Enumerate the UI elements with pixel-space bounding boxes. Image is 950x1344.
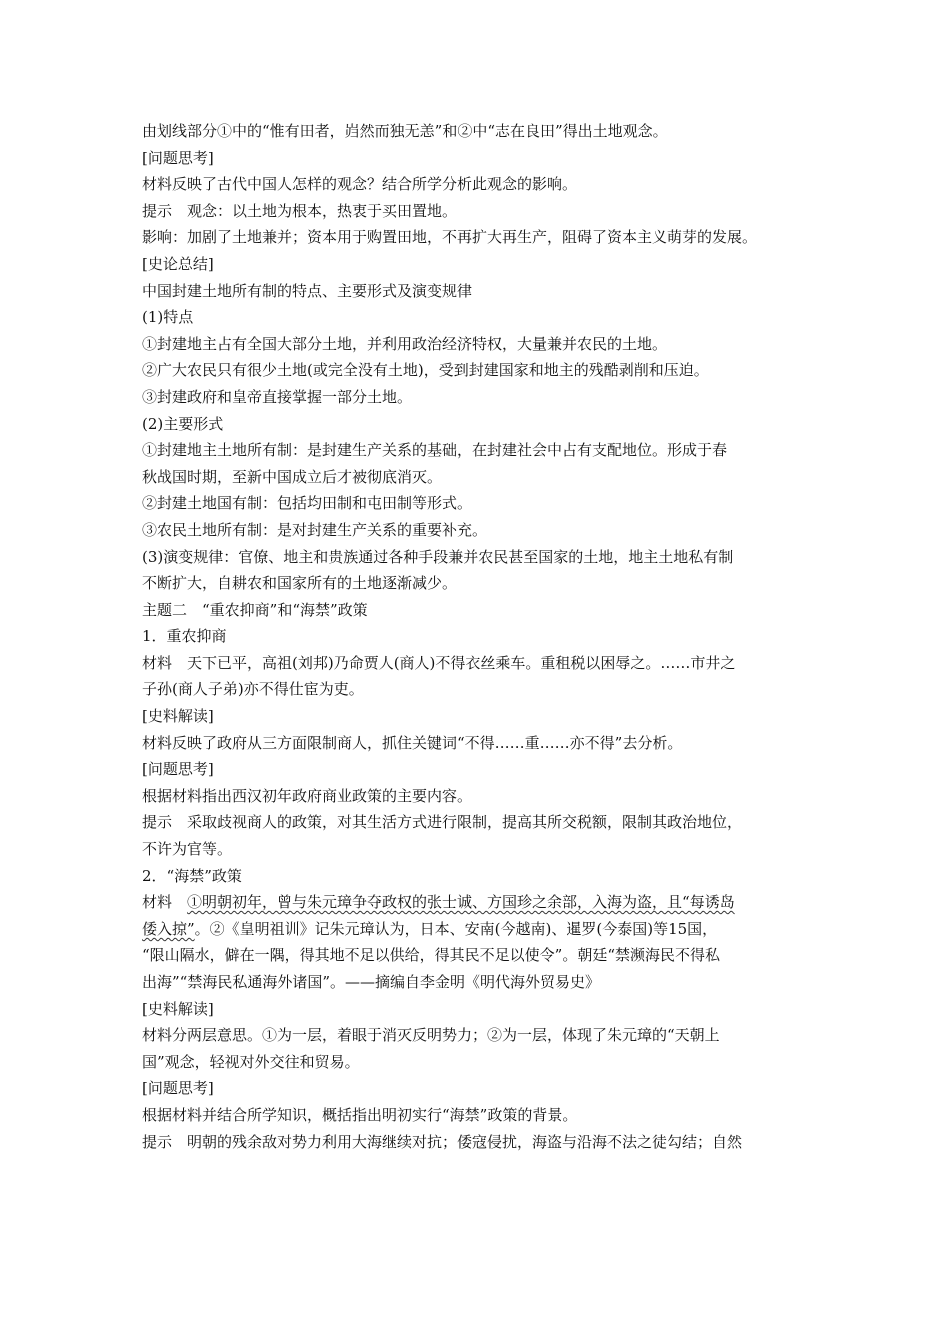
section-label-interpretation: [史料解读] <box>142 999 214 1018</box>
text-line: ②广大农民只有很少土地(或完全没有土地)，受到封建国家和地主的残酷剥削和压迫。 <box>142 361 709 380</box>
material-lead: 材料 <box>142 893 188 912</box>
hint-line: 提示 观念：以土地为根本，热衷于买田置地。 <box>142 201 458 220</box>
text-line: 由划线部分①中的“惟有田者，岿然而独无恙”和②中“志在良田”得出土地观念。 <box>142 122 668 140</box>
section-label-question: [问题思考] <box>142 148 214 167</box>
text-line: 材料分两层意思。①为一层，着眼于消灭反明势力；②为一层，体现了朱元璋的“天朝上 <box>142 1026 720 1045</box>
subheading: 2．“海禁”政策 <box>142 866 242 885</box>
text-line: 不许为官等。 <box>142 840 233 859</box>
text-line: 根据材料并结合所学知识，概括指出明初实行“海禁”政策的背景。 <box>142 1105 578 1124</box>
section-label-question: [问题思考] <box>142 1079 214 1098</box>
underlined-text: 倭入掠” <box>142 919 195 938</box>
hint-line: 提示 明朝的残余敌对势力利用大海继续对抗；倭寇侵扰，海盗与沿海不法之徒勾结；自然 <box>142 1132 743 1151</box>
text-line: ③封建政府和皇帝直接掌握一部分土地。 <box>142 387 413 406</box>
material-line-underlined <box>142 916 822 943</box>
text-line: 不断扩大，自耕农和国家所有的土地逐渐减少。 <box>142 574 458 593</box>
document-page <box>142 118 822 1155</box>
material-line: 子孙(商人子弟)亦不得仕宦为吏。 <box>142 680 364 699</box>
text-line: 根据材料指出西汉初年政府商业政策的主要内容。 <box>142 786 473 805</box>
text-line: ①封建地主土地所有制：是封建生产关系的基础，在封建社会中占有支配地位。形成于春 <box>142 441 728 460</box>
material-line: 材料 天下已平，高祖(刘邦)乃命贾人(商人)不得衣丝乘车。重租税以困辱之。……市井之 <box>142 653 736 672</box>
text-line: 影响：加剧了土地兼并；资本用于购置田地，不再扩大再生产，阻碍了资本主义萌芽的发展。 <box>142 228 758 247</box>
section-label-question: [问题思考] <box>142 760 214 779</box>
hint-line: 提示 采取歧视商人的政策，对其生活方式进行限制，提高其所交税额，限制其政治地位， <box>142 813 743 832</box>
material-line: 出海”“禁海民私通海外诸国”。——摘编自李金明《明代海外贸易史》 <box>142 973 601 991</box>
text-line: (3)演变规律：官僚、地主和贵族通过各种手段兼并农民甚至国家的土地，地主土地私有制 <box>142 547 734 566</box>
material-rest: 。②《皇明祖训》记朱元璋认为，日本、安南(今越南)、暹罗(今泰国)等15国， <box>194 919 718 938</box>
text-line: ③农民土地所有制：是对封建生产关系的重要补充。 <box>142 520 488 539</box>
text-line: 材料反映了政府从三方面限制商人，抓住关键词“不得……重……亦不得”去分析。 <box>142 733 683 752</box>
material-line-underlined <box>142 889 822 916</box>
text-line: (1)特点 <box>142 308 194 327</box>
section-label-summary: [史论总结] <box>142 254 214 273</box>
text-line: ①封建地主占有全国大部分土地，并利用政治经济特权，大量兼并农民的土地。 <box>142 334 668 353</box>
subheading: 1．重农抑商 <box>142 627 227 646</box>
material-line: “限山隔水，僻在一隅，得其地不足以供给，得其民不足以使令”。朝廷“禁濒海民不得私 <box>142 946 721 965</box>
section-label-interpretation: [史料解读] <box>142 707 214 726</box>
subheading: 中国封建土地所有制的特点、主要形式及演变规律 <box>142 281 473 300</box>
underlined-text: ①明朝初年，曾与朱元璋争夺政权的张士诚、方国珍之余部，入海为盗，且“每诱岛 <box>187 893 735 912</box>
text-line: ②封建土地国有制：包括均田制和屯田制等形式。 <box>142 494 473 513</box>
text-line: 材料反映了古代中国人怎样的观念？结合所学分析此观念的影响。 <box>142 175 578 194</box>
topic-heading: 主题二 “重农抑商”和“海禁”政策 <box>142 600 368 619</box>
text-line: (2)主要形式 <box>142 414 224 433</box>
text-line: 国”观念，轻视对外交往和贸易。 <box>142 1052 360 1071</box>
text-line: 秋战国时期，至新中国成立后才被彻底消灭。 <box>142 467 443 486</box>
